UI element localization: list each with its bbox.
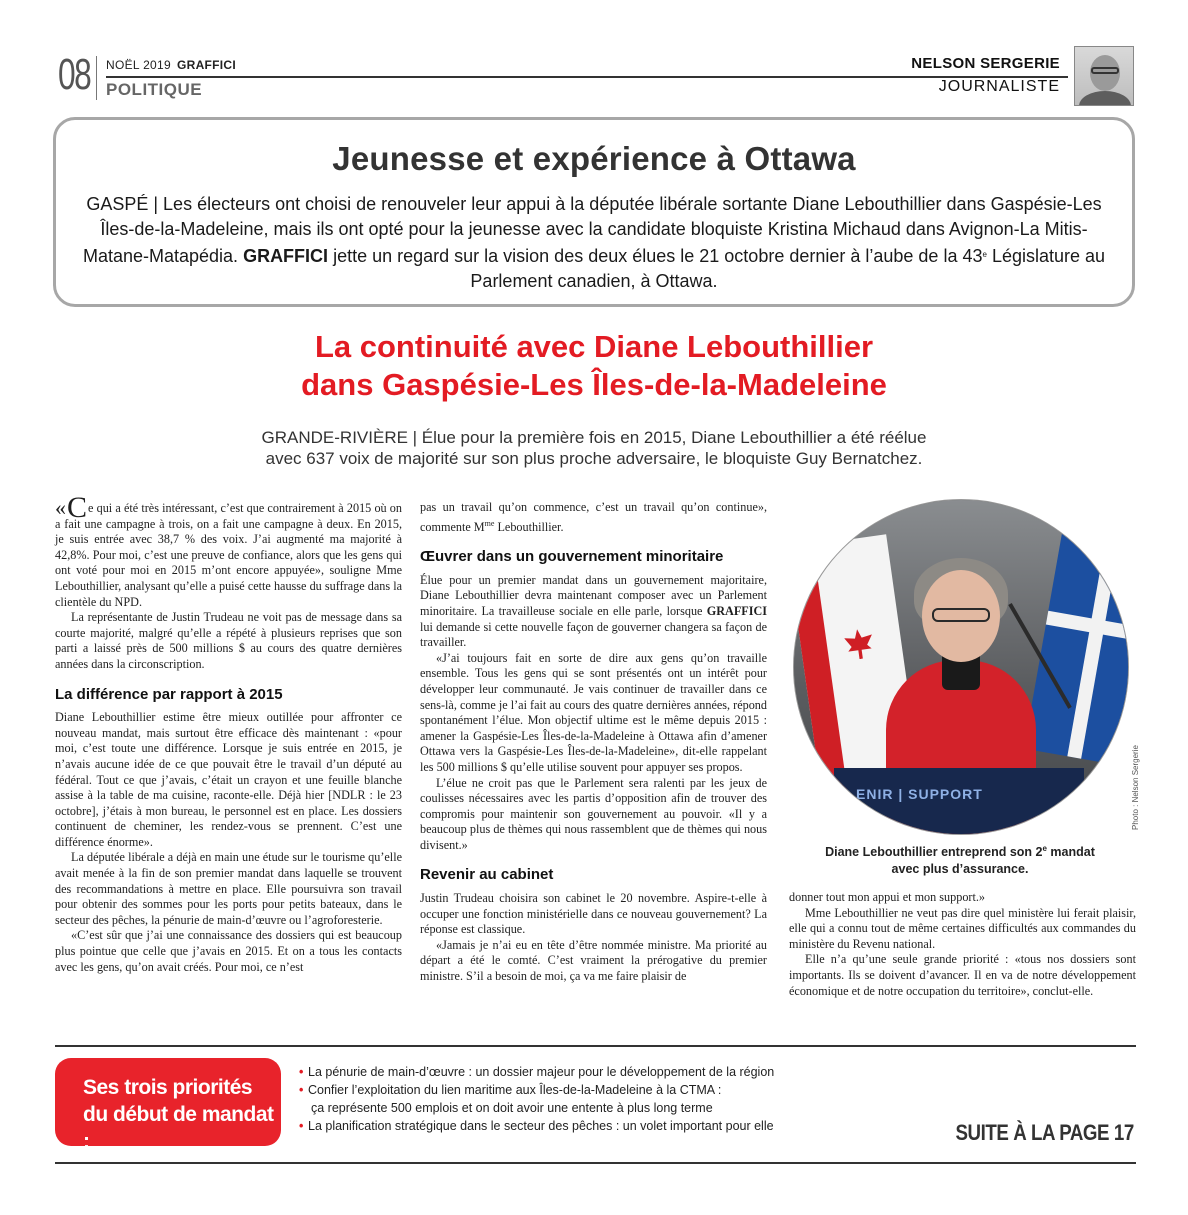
lede-line-2: avec 637 voix de majorité sur son plus proche adversaire, le bloquiste Guy Bernatchez. bbox=[265, 449, 923, 468]
photo-caption bbox=[790, 840, 1130, 878]
paragraph-text: e qui a été très intéressant, c’est que contrairement à 2015 où on a fait une campagne à trois, on a fait une campagne à deux. En 2015, je suis entrée avec 38,7 % des voix. J’ai augmenté ma majorité à 42,8%. Pour moi, c’est une preuve de confiance, alors que les gens qui ont voté pour moi en 2015 m’ont encore appuyée», souligne Mme Lebouthillier, analysant qu’elle a puisé cette hausse du suffrage dans la clientèle du NPD. bbox=[55, 501, 402, 609]
author-role: JOURNALISTE bbox=[938, 78, 1060, 95]
paragraph-text: lui demande si cette nouvelle façon de gouverner changera sa façon de travailler. bbox=[420, 619, 767, 650]
intro-text-part-2: jette un regard sur la vision des deux élues le 21 octobre dernier à l’aube de la 43 bbox=[328, 246, 983, 266]
paragraph: «J’ai toujours fait en sorte de dire aux gens qu’on travaille ensemble. Tous les gens qui se sont présentés ont un intérêt pour développer leur communauté. Je vais continuer de travailler dans ce sens-là, comme je l’ai fait au cours des quatre dernières années, répond spontanément l’élue. Mon objectif ultime est le même depuis 2015 : amener la Gaspésie-Les Îles-de-la-Madeleine à Ottawa afin d’amener Ottawa vers la Gaspésie-Les Îles-de-la-Madeleine», dit-elle rappelant les 500 millions $ qu’elle utilise souvent pour appuyer ses propos. bbox=[420, 650, 767, 774]
article-column-1 bbox=[55, 491, 402, 975]
priority-item-continuation: ça représente 500 emplois et on doit avoir une entente à plus long terme bbox=[311, 1101, 713, 1115]
publication-name: GRAFFICI bbox=[176, 58, 237, 72]
article-lede bbox=[0, 427, 1188, 469]
priority-item: • La pénurie de main-d’œuvre : un dossier majeur pour le développement de la région bbox=[299, 1063, 774, 1081]
intro-text-sup: e bbox=[982, 250, 987, 259]
paragraph: Mme Lebouthillier ne veut pas dire quel ministère lui ferait plaisir, elle qui a connu tout de même certaines difficultés aux commandes du ministère du Revenu national. bbox=[789, 905, 1136, 951]
person-glasses bbox=[932, 608, 990, 622]
intro-text-part-1: GASPÉ | Les électeurs ont choisi de renouveler leur appui à la députée libérale sortante Diane Lebouthillier dans Gaspésie-Les Îles-de-la-Madeleine, mais ils ont opté pour la jeunesse avec la candidate bloquiste Kristina Michaud dans Avignon-La Mitis-Matane-Matapédia. bbox=[82, 194, 1102, 266]
paragraph-text: Élue pour un premier mandat dans un gouvernement majoritaire, Diane Lebouthillier devra maintenant composer avec un Parlement minoritaire. La travailleuse sociale en elle parle, lorsque bbox=[420, 572, 767, 618]
podium-text: ENIR | SUPPORT bbox=[856, 786, 983, 802]
priority-item: • Confier l’exploitation du lien maritime aux Îles-de-la-Madeleine à la CTMA : bbox=[299, 1081, 774, 1099]
paragraph: «Jamais je n’ai eu en tête d’être nommée ministre. Ma priorité au départ a été le comté. C’est vraiment la prérogative du premier ministre. S’il a besoin de moi, ça va me faire plaisir de bbox=[420, 937, 767, 984]
paragraph: Justin Trudeau choisira son cabinet le 20 novembre. Aspire-t-elle à occuper une fonction ministérielle dans ce nouveau gouvernement? La réponse est classique. bbox=[420, 891, 767, 937]
photo-credit: Photo : Nelson Sergerie bbox=[1131, 745, 1140, 830]
subheading: Œuvrer dans un gouvernement minoritaire bbox=[420, 548, 724, 566]
intro-text-part-3: Législature au Parlement canadien, à Ottawa. bbox=[470, 246, 1106, 291]
author-photo-glasses bbox=[1091, 67, 1119, 74]
intro-box bbox=[53, 117, 1135, 307]
header-divider bbox=[96, 56, 97, 100]
priorities-box bbox=[55, 1058, 281, 1153]
priorities-box-line-1: Ses trois priorités bbox=[83, 1076, 253, 1099]
paragraph: L’élue ne croit pas que le Parlement sera ralenti par les jeux de coulisses nécessaires avec les partis d’opposition afin de trouver des compromis pour maintenir son gouvernement au pouvoir. «Il y a beaucoup plus de thèmes qui nous rassemblent que de thèmes qui nous divisent.» bbox=[420, 775, 767, 852]
publication-mention: GRAFFICI bbox=[706, 603, 767, 618]
author-name: NELSON SERGERIE bbox=[911, 55, 1060, 72]
headline-line-1: La continuité avec Diane Lebouthillier bbox=[314, 329, 874, 364]
opening-quote: « bbox=[55, 495, 66, 520]
article-column-2 bbox=[420, 500, 767, 985]
caption-text: Diane Lebouthillier entreprend son 2 bbox=[825, 845, 1043, 859]
paragraph: Elle n’a qu’une seule grande priorité : «tous nos dossiers sont importants. Ils se doivent d’avancer. Il en va de notre développement économique et de notre occupation du territoire», conclut-elle. bbox=[789, 952, 1136, 998]
paragraph bbox=[420, 500, 767, 535]
paragraph-text: Lebouthillier. bbox=[494, 519, 564, 534]
article-column-3 bbox=[789, 890, 1136, 999]
paragraph: Diane Lebouthillier estime être mieux outillée pour affronter ce nouveau mandat, mais surtout être efficace dès maintenant : «pour moi, c’est toute une différence. Lorsque je suis entrée en 2015, je n’avais aucune idée de ce que pouvait être le travail d’un député au fédéral. Tout ce que j’avais, c’était un crayon et une feuille blanche assise à la table de ma cuisine, raconte-elle. Déjà hier [NDLR : le 23 octobre], j’étais à mon bureau, le personnel est en place. Les dossiers continuent de cheminer, les rendez-vous se prennent. C’est une différence énorme». bbox=[55, 710, 402, 849]
intro-title: Jeunesse et expérience à Ottawa bbox=[332, 140, 856, 177]
paragraph: La députée libérale a déjà en main une étude sur le tourisme qu’elle avait menée à la fin de son premier mandat dans laquelle se trouvent des recommandations à mettre en place. Elle poursuivra son travail pour obtenir des sommes pour les ports pour petits bateaux, dans le secteur des pêches, la pénurie de main-d’œuvre ou l’agroforesterie. bbox=[55, 850, 402, 927]
paragraph-text: pas un travail qu’on commence, c’est un travail qu’on continue», commente M bbox=[420, 500, 767, 534]
bottom-rule-top bbox=[55, 1045, 1136, 1047]
subheading: Revenir au cabinet bbox=[420, 866, 554, 884]
lede-line-1: GRANDE-RIVIÈRE | Élue pour la première fois en 2015, Diane Lebouthillier a été réélue bbox=[261, 428, 927, 447]
issue-line bbox=[106, 58, 236, 72]
paragraph bbox=[420, 573, 767, 651]
paragraph: donner tout mon appui et mon support.» bbox=[789, 890, 985, 904]
paragraph: «C’est sûr que j’ai une connaissance des dossiers qui est beaucoup plus pointue que celle que j’avais en 2015. Et on a tous les contacts avec les gens, qu’on avait créés. Pour moi, ce n’est bbox=[55, 928, 402, 974]
issue-date: NOËL 2019 bbox=[106, 58, 171, 72]
article-headline bbox=[0, 328, 1188, 404]
intro-text bbox=[76, 192, 1112, 294]
caption-text: mandat bbox=[1046, 845, 1095, 859]
intro-text-bold: GRAFFICI bbox=[243, 246, 329, 266]
caption-line-1 bbox=[790, 840, 1130, 861]
page-number: 08 bbox=[58, 50, 91, 99]
priority-item: • La planification stratégique dans le secteur des pêches : un volet important pour elle bbox=[299, 1117, 774, 1135]
article-photo bbox=[794, 500, 1128, 834]
caption-line-2: avec plus d’assurance. bbox=[891, 862, 1029, 876]
bottom-rule-bottom bbox=[55, 1162, 1136, 1164]
caption-sup: e bbox=[1042, 844, 1047, 853]
paragraph bbox=[55, 491, 402, 610]
superscript: me bbox=[484, 518, 495, 528]
header-rule bbox=[106, 76, 1068, 78]
priorities-list bbox=[299, 1063, 774, 1135]
headline-line-2: dans Gaspésie-Les Îles-de-la-Madeleine bbox=[301, 367, 887, 402]
drop-cap: C bbox=[67, 491, 88, 524]
continued-on-page: SUITE À LA PAGE 17 bbox=[955, 1120, 1134, 1145]
author-photo-body bbox=[1079, 91, 1131, 106]
priorities-box-line-2: du début de mandat : bbox=[83, 1103, 274, 1153]
paragraph: La représentante de Justin Trudeau ne voit pas de message dans sa courte majorité, malgré qu’elle a répété à plusieurs reprises que son parti a laissé près de 500 millions $ au cours des quatre dernières années dans la circonscription. bbox=[55, 610, 402, 671]
author-photo bbox=[1074, 46, 1134, 106]
subheading: La différence par rapport à 2015 bbox=[55, 685, 283, 703]
section-label: POLITIQUE bbox=[106, 80, 203, 99]
